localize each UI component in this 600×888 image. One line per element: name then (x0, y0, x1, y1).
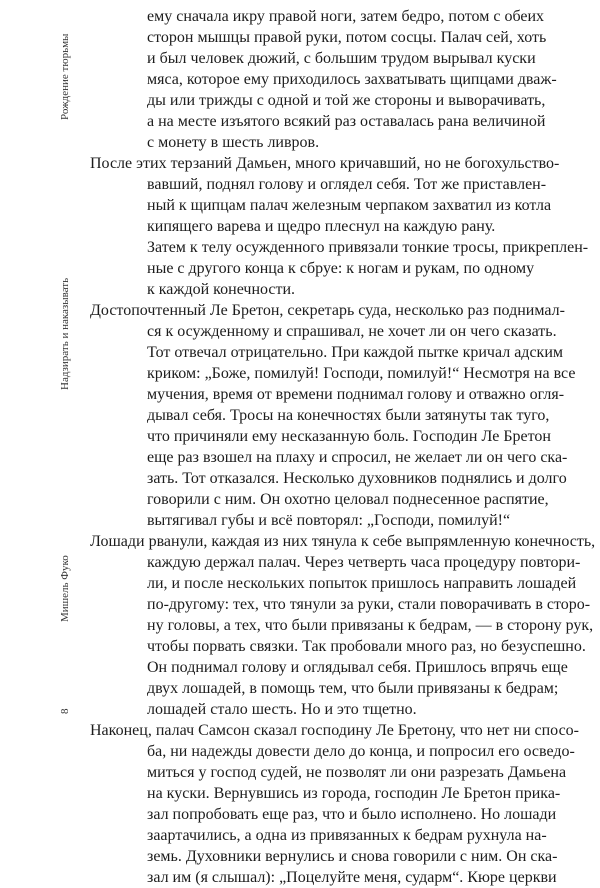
text-line: После этих терзаний Дамьен, много кричавший, но не богохульство- (90, 155, 560, 172)
text-line: по-другому: тех, что тянули за руки, стали поворачивать в сторо- (147, 596, 591, 613)
text-line: каждую держал палач. Через четверть часа процедуру повтори- (147, 554, 581, 571)
text-line: Достопочтенный Ле Бретон, секретарь суда, несколько раз поднимал- (90, 302, 565, 319)
text-line: ему сначала икру правой ноги, затем бедро, потом с обеих (147, 8, 545, 25)
text-line: криком: „Боже, помилуй! Господи, помилуй!“ Несмотря на все (147, 365, 576, 382)
text-line: заартачились, а одна из привязанных к бедрам рухнула на- (147, 827, 547, 844)
text-line: Тот отвечал отрицательно. При каждой пытке кричал адским (147, 344, 563, 361)
text-line: что причиняли ему несказанную боль. Господин Ле Бретон (147, 428, 551, 445)
text-line: двух лошадей, в помощь тем, что были привязаны к бедрам; (147, 680, 559, 697)
text-line: вытягивал губы и всё повторял: „Господи, помилуй!“ (147, 512, 511, 529)
running-head-author: Мишель Фуко (59, 555, 71, 622)
paragraph (90, 720, 590, 888)
text-line: вавший, поднял голову и оглядел себя. Тот же приставлен- (147, 176, 547, 193)
paragraph (90, 300, 590, 531)
text-line: земь. Духовники вернулись и снова говорили с ним. Он ска- (147, 848, 558, 865)
text-line: к каждой конечности. (147, 281, 296, 298)
text-line: мучения, время от времени поднимал голову и отважно огля- (147, 386, 565, 403)
text-line: ли, и после нескольких попыток пришлось направить лошадей (147, 575, 577, 592)
text-line: еще раз взошел на плаху и спросил, не желает ли он чего ска- (147, 449, 568, 466)
page-number: 8 (59, 708, 71, 714)
text-line: а на месте изъятого всякий раз оставалась рана величиной (147, 113, 546, 130)
body-text (90, 6, 596, 888)
text-line: Лошади рванули, каждая из них тянула к себе выпрямленную конечность, (90, 533, 596, 550)
text-line: мяса, которое ему приходилось захватывать щипцами дваж- (147, 71, 557, 88)
text-line: чтобы порвать связки. Так пробовали много раз, но безуспешно. (147, 638, 586, 655)
text-line: дывал себя. Тросы на конечностях были затянуты так туго, (147, 407, 550, 424)
paragraph (90, 153, 590, 300)
text-line: на куски. Вернувшись из города, господин Ле Бретон прика- (147, 785, 561, 802)
text-line: зать. Тот отказался. Несколько духовников поднялись и долго (147, 470, 567, 487)
text-line: лошадей стало шесть. Но и это тщетно. (147, 701, 417, 718)
text-line: говорили с ним. Он охотно целовал поднесенное распятие, (147, 491, 549, 508)
text-line: кипящего варева и щедро плеснул на каждую рану. (147, 218, 496, 235)
running-head-book-title: Надзирать и наказывать (59, 277, 71, 390)
text-line: и был человек дюжий, с большим трудом вырывал куски (147, 50, 536, 67)
text-line: Он поднимал голову и оглядывал себя. Пришлось впрячь еще (147, 659, 568, 676)
paragraph (90, 531, 596, 720)
text-line: сторон мышцы правой руки, потом сосцы. Палач сей, хоть (147, 29, 547, 46)
text-line: зал им (я слышал): „Поцелуйте меня, сударм“. Кюре церкви (147, 869, 557, 886)
text-line: Наконец, палач Самсон сказал господину Ле Бретону, что нет ни спосо- (90, 722, 579, 739)
text-line: ну головы, а тех, что были привязаны к бедрам, — в сторону рук, (147, 617, 594, 634)
text-line: ся к осужденному и спрашивал, не хочет ли он чего сказать. (147, 323, 557, 340)
text-line: ды или трижды с одной и той же стороны и выворачивать, (147, 92, 546, 109)
paragraph-continued (90, 6, 590, 153)
text-line: ный к щипцам палач железным черпаком захватил из котла (147, 197, 552, 214)
running-head-chapter: Рождение тюрьмы (59, 33, 71, 120)
text-line: миться у господ судей, не позволят ли они разрезать Дамьена (147, 764, 567, 781)
text-line: Затем к телу осужденного привязали тонкие тросы, прикреплен- (147, 239, 589, 256)
text-line: зал попробовать еще раз, что и было исполнено. Но лошади (147, 806, 557, 823)
text-line: ба, ни надежды довести дело до конца, и попросил его осведо- (147, 743, 575, 760)
text-line: ные с другого конца к сбруе: к ногам и рукам, по одному (147, 260, 535, 277)
text-line: с монету в шесть ливров. (147, 134, 320, 151)
